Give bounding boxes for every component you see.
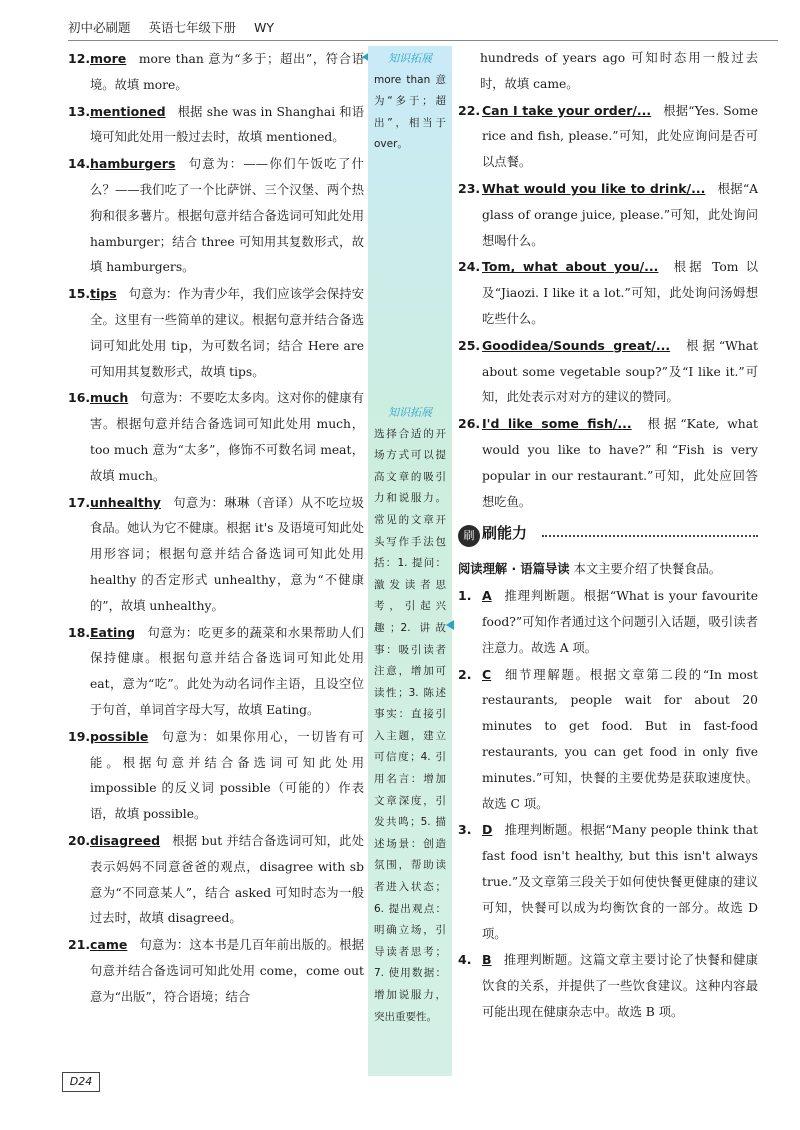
brush-icon: 刷 — [458, 525, 480, 547]
explanation: 根据“A glass of orange juice, please.”可知，此处询问想喝什么。 — [482, 181, 758, 248]
answer-entry — [68, 385, 364, 489]
answer-text: B — [482, 952, 492, 968]
question-number: 22. — [458, 102, 481, 118]
answer-text: more — [90, 51, 127, 66]
answer-entry — [68, 490, 364, 620]
explanation: 根据 but 并结合备选词可知，此处表示妈妈不同意爸爸的观点，disagree with sb 意为“不同意某人”，结合 asked 可知时态为一般过去时，故填 disagreed。 — [90, 833, 364, 926]
answer-text: Can I take your order/... — [482, 102, 652, 118]
answer-text: mentioned — [90, 103, 166, 119]
answer-entry — [68, 828, 364, 932]
explanation: 推理判断题。根据“Many people think that fast food isn't healthy, but this isn't always true.”及文章第三段关于如何使快餐更健康的建议可知，快餐可以成为均衡饮食的一部分。故选 D 项。 — [482, 823, 758, 941]
answer-text: came — [90, 937, 128, 953]
question-number: 21. — [68, 937, 91, 953]
section-title: 刷能力 — [482, 524, 528, 543]
question-number: 4. — [458, 952, 472, 968]
answer-entry — [68, 932, 364, 1010]
answer-entry — [458, 254, 758, 332]
explanation: more than 意为“多于；超出”，符合语境。故填 more。 — [90, 52, 364, 92]
answer-text: tips — [90, 286, 117, 302]
sidebar-tag: 知识拓展 — [388, 52, 432, 65]
answer-entry — [458, 411, 758, 515]
explanation: 句意为：吃更多的蔬菜和水果帮助人们保持健康。根据句意并结合备选词可知此处用 eat，意为“吃”。此处为动名词作主语，且设空位于句首，单词首字母大写，故填 Eating。 — [90, 625, 364, 717]
explanation: 句意为：琳琳（音译）从不吃垃圾食品。她认为它不健康。根据 it's 及语境可知此处用形容词；根据句意并结合备选词可知此处用 healthy 的否定形式 unhealthy，意为“不健康的”，故填 unhealthy。 — [90, 495, 364, 613]
answer-entry — [458, 333, 758, 411]
section-heading — [458, 521, 758, 555]
explanation: 根据“Kate, what would you like to have?”和“Fish is very popular in our restaurant.”可知，此处应回答想吃鱼。 — [482, 417, 758, 509]
answer-entry — [68, 724, 364, 828]
answer-text: D — [482, 822, 493, 838]
explanation: 句意为：如果你用心，一切皆有可能。根据句意并结合备选词可知此处用 impossible 的反义词 possible（可能的）作表语，故填 possible。 — [90, 729, 364, 822]
answer-text: Eating — [90, 624, 136, 640]
answer-text: unhealthy — [90, 494, 161, 510]
left-column — [68, 46, 364, 1010]
explanation: 根据 Tom 以及“Jiaozi. I like it a lot.”可知，此处询问汤姆想吃些什么。 — [482, 260, 758, 326]
answer-text: I'd like some fish/... — [482, 416, 632, 432]
answer-entry — [458, 583, 758, 661]
question-number: 14. — [68, 156, 91, 172]
explanation: 句意为：作为青少年，我们应该学会保持安全。这里有一些简单的建议。根据句意并结合备选词可知此处用 tip，为可数名词；结合 Here are 可知用其复数形式，故填 tips。 — [90, 287, 364, 379]
book-title: 初中必刷题 — [68, 20, 131, 35]
explanation: 根据 she was in Shanghai 和语境可知此处用一般过去时，故填 mentioned。 — [90, 104, 364, 145]
explanation: hundreds of years ago 可知时态用一般过去时，故填 came。 — [480, 51, 758, 91]
intro-text: 本文主要介绍了快餐食品。 — [573, 562, 722, 577]
question-number: 18. — [68, 624, 91, 640]
answer-entry — [68, 46, 364, 99]
answer-entry — [458, 817, 758, 947]
answer-entry — [458, 662, 758, 818]
explanation: 根据“Yes. Some rice and fish, please.”可知，此处应询问是否可以点餐。 — [482, 103, 758, 170]
intro-label: 阅读理解 · 语篇导读 — [458, 562, 570, 577]
answer-entry — [68, 151, 364, 281]
question-number: 26. — [458, 416, 481, 432]
continuation-text — [458, 46, 758, 98]
sidebar-note: more than 意为“多于；超出”，相当于 over。 — [374, 73, 446, 151]
answer-text: hamburgers — [90, 156, 176, 172]
explanation: 推理判断题。根据“What is your favourite food?”可知作者通过这个问题引入话题，吸引读者注意力。故选 A 项。 — [482, 589, 758, 655]
sidebar-tag: 知识拓展 — [388, 405, 432, 419]
question-number: 2. — [458, 666, 472, 682]
answer-text: Tom, what about you/... — [482, 259, 659, 275]
question-number: 25. — [458, 337, 481, 353]
explanation: 句意为：不要吃太多肉。这对你的健康有害。根据句意并结合备选词可知此处用 much，too much 意为“太多”，修饰不可数名词 meat，故填 much。 — [90, 391, 364, 483]
answer-entry — [458, 98, 758, 176]
explanation: 句意为：——你们午饭吃了什么？——我们吃了一个比萨饼、三个汉堡、两个热狗和很多薯片。根据句意并结合备选词可知此处用 hamburger；结合 three 可知用其复数形式，故填 hamburgers。 — [90, 157, 364, 275]
answer-text: disagreed — [90, 832, 161, 848]
explanation: 根据“What about some vegetable soup?”及“I like it.”可知，此处表示对对方的建议的赞同。 — [482, 338, 758, 405]
question-number: 17. — [68, 494, 91, 510]
answer-text: much — [90, 390, 129, 406]
question-number: 1. — [458, 588, 472, 604]
reading-intro — [458, 557, 758, 583]
question-number: 24. — [458, 259, 481, 275]
question-number: 23. — [458, 180, 481, 196]
answer-text: possible — [90, 728, 149, 744]
page-number: D24 — [62, 1072, 100, 1092]
answer-text: C — [482, 666, 492, 682]
answer-entry — [458, 176, 758, 254]
answer-text: A — [482, 588, 492, 604]
question-number: 20. — [68, 832, 91, 848]
edition-label: WY — [254, 20, 274, 35]
dotted-divider — [542, 535, 758, 537]
sidebar-note: 选择合适的开场方式可以提高文章的吸引力和说服力。常见的文章开头写作手法包括：1. 提问：激发读者思考，引起兴趣；2. 讲故事：吸引读者注意，增加可读性；3. 陈述事实：直接引入主题，建立可信度；4. 引用名言：增加文章深度，引发共鸣；5. 描述场景：创造氛围，帮助读者进入状态；6. 提出观点：明确立场，引导读者思考；7. 使用数据：增加说服力，突出重要性。 — [374, 427, 446, 1023]
knowledge-sidebar — [368, 46, 452, 1076]
question-number: 19. — [68, 728, 91, 744]
answer-entry — [458, 947, 758, 1025]
page-header — [68, 18, 778, 41]
answer-entry — [68, 99, 364, 152]
right-column — [458, 46, 758, 1026]
answer-text: What would you like to drink/... — [482, 180, 706, 196]
explanation: 句意为：这本书是几百年前出版的。根据句意并结合备选词可知此处用 come，come out 意为“出版”，符合语境；结合 — [90, 938, 364, 1004]
explanation: 细节理解题。根据文章第二段的“In most restaurants, people wait for about 20 minutes to get food. But in fast-food restaurants, you can get food in only five minutes.”可知，快餐的主要优势是获取速度快。故选 C 项。 — [482, 667, 758, 811]
question-number: 15. — [68, 286, 91, 302]
question-number: 3. — [458, 822, 472, 838]
answer-entry — [68, 620, 364, 724]
sidebar-pointer-icon — [446, 620, 454, 630]
answer-text: Goodidea/Sounds great/... — [482, 337, 671, 353]
subject-title: 英语七年级下册 — [148, 20, 237, 35]
question-number: 13. — [68, 103, 91, 119]
answer-entry — [68, 281, 364, 385]
question-number: 12. — [68, 51, 91, 66]
question-number: 16. — [68, 390, 91, 406]
explanation: 推理判断题。这篇文章主要讨论了快餐和健康饮食的关系，并提供了一些饮食建议。这种内容最可能出现在健康杂志中。故选 B 项。 — [482, 953, 758, 1019]
